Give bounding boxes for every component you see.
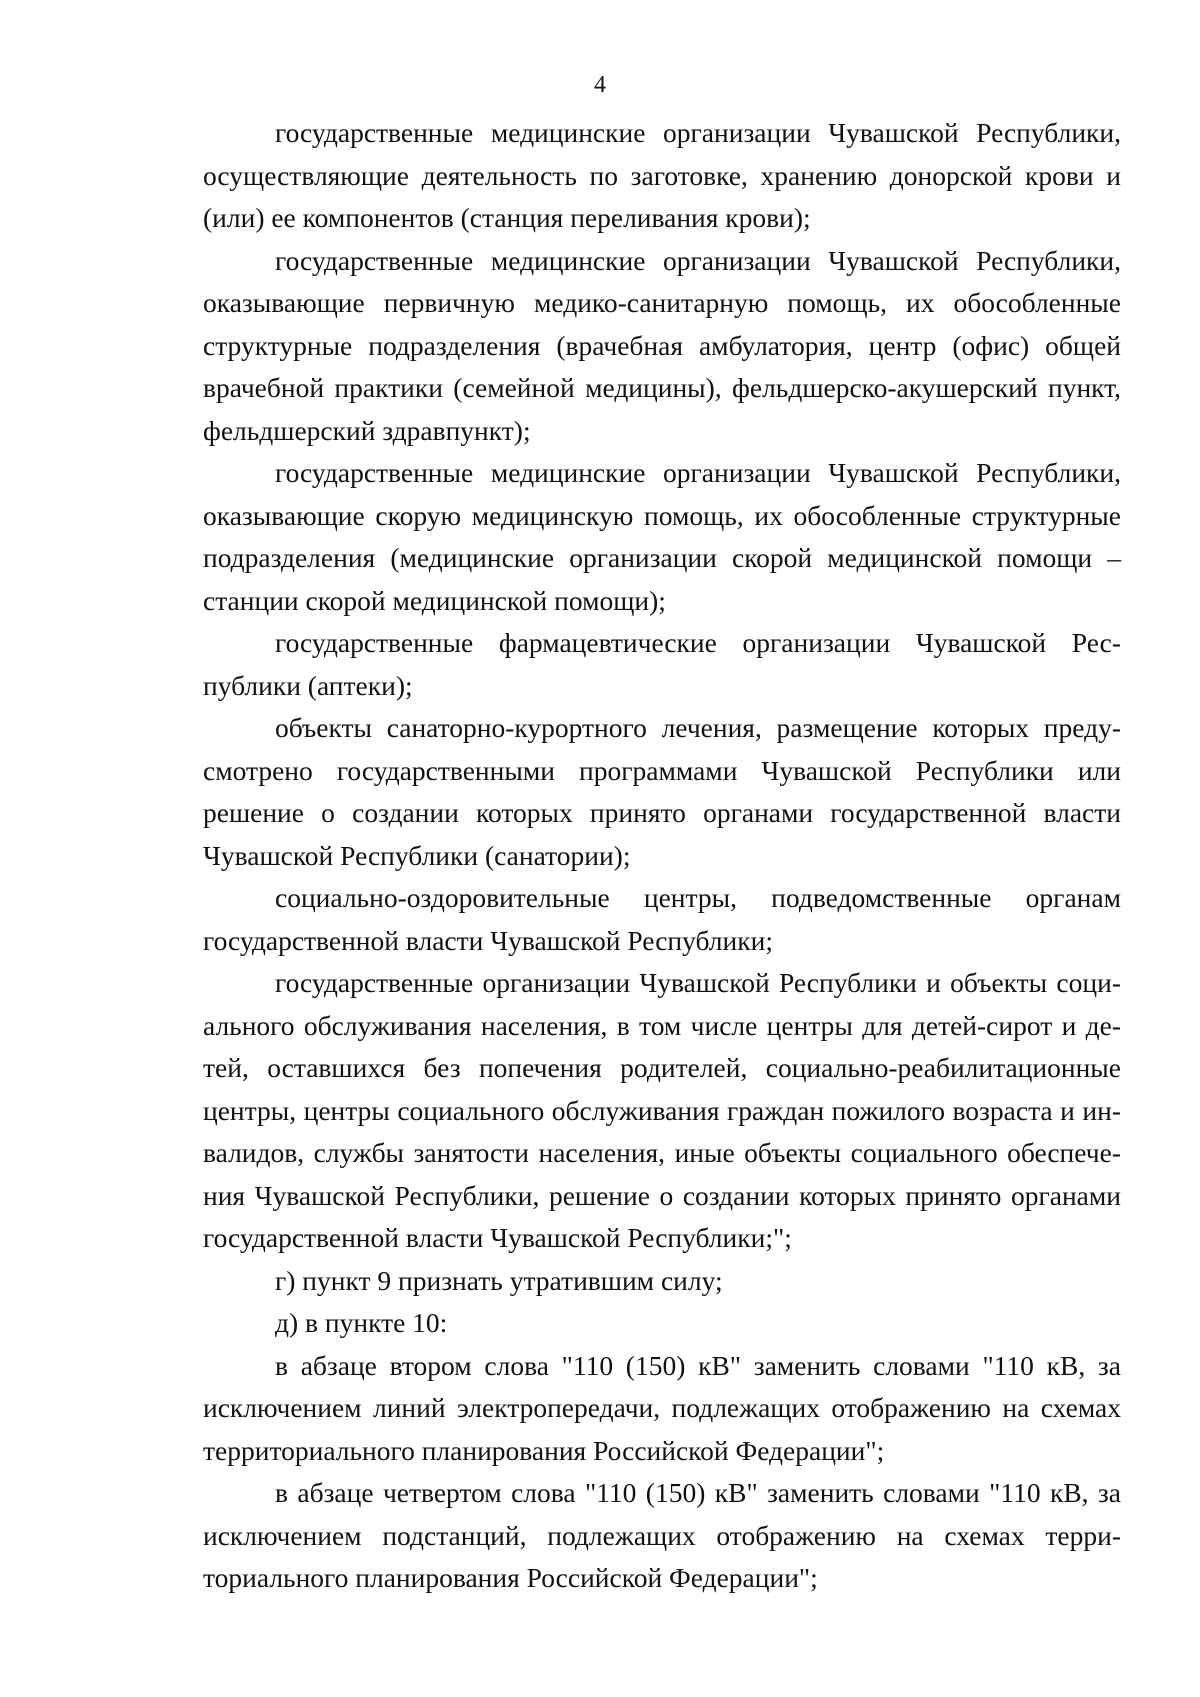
paragraph-pharmacies: государственные фармацевтические организации Чувашской Республики (аптеки);	[203, 627, 1121, 701]
paragraph-clause-9: г) пункт 9 признать утратившим силу;	[275, 1264, 723, 1296]
paragraph-sanatoriums: объекты санаторно-курортного лечения, размещение которых предусмотрено государственными программами Чувашской Республики или решение о создании которых принято органами государственной власти Чувашской Республики (санатории);	[203, 712, 1121, 871]
paragraph-second-subparagraph: в абзаце втором слова "110 (150) кВ" заменить словами "110 кВ, за исключением линий электропередачи, подлежащих отображению на схемах территориального планирования Российской Федерации";	[203, 1349, 1121, 1466]
paragraph-social-health-centers: социально-оздоровительные центры, подведомственные органам государственной власти Чувашской Республики;	[203, 882, 1121, 956]
paragraph-social-service-objects: государственные организации Чувашской Республики и объекты социального обслуживания населения, в том числе центры для детей-сирот и детей, оставшихся без попечения родителей, социально-реабилитационные центры, центры социального обслуживания граждан пожилого возраста и инвалидов, службы занятости населения, иные объекты социального обеспечения Чувашской Республики, решение о создании которых принято органами государственной власти Чувашской Республики;";	[203, 967, 1121, 1253]
paragraph-fourth-subparagraph: в абзаце четвертом слова "110 (150) кВ" заменить словами "110 кВ, за исключением подстанций, подлежащих отображению на схемах территориального планирования Российской Федерации";	[203, 1477, 1121, 1593]
paragraph-emergency-care: государственные медицинские организации Чувашской Республики, оказывающие скорую медицинскую помощь, их обособленные структурные подразделения (медицинские организации скорой медицинской помощи – станции скорой медицинской помощи);	[203, 457, 1121, 616]
paragraph-primary-care: государственные медицинские организации Чувашской Республики, оказывающие первичную медико-санитарную помощь, их обособленные структурные подразделения (врачебная амбулатория, центр (офис) общей врачебной практики (семейной медицины), фельдшерско-акушерский пункт, фельдшерский здравпункт);	[203, 244, 1121, 446]
paragraph-blood-transfusion-station: государственные медицинские организации Чувашской Республики, осуществляющие деятельность по заготовке, хранению донорской крови и (или) ее компонентов (станция переливания крови);	[203, 117, 1121, 233]
document-body	[203, 112, 1121, 1600]
paragraph-clause-10: д) в пункте 10:	[275, 1307, 448, 1338]
page-number: 4	[594, 72, 606, 98]
